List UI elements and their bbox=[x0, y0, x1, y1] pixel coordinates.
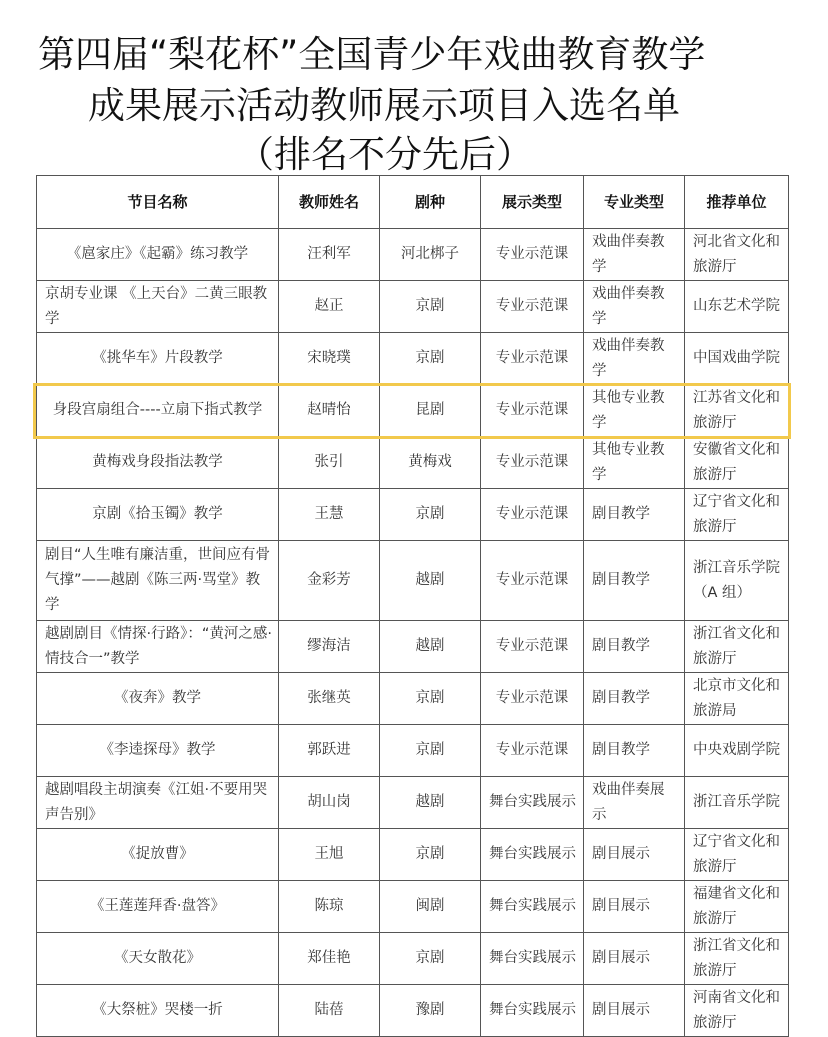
header-show-type: 展示类型 bbox=[481, 176, 584, 229]
cell-program: 黄梅戏身段指法教学 bbox=[37, 437, 279, 489]
cell-major-type: 剧目教学 bbox=[584, 725, 685, 777]
header-opera-type: 剧种 bbox=[380, 176, 481, 229]
cell-program: 京剧《拾玉镯》教学 bbox=[37, 489, 279, 541]
cell-show-type: 专业示范课 bbox=[481, 621, 584, 673]
cell-teacher: 赵晴怡 bbox=[279, 385, 380, 437]
cell-teacher: 金彩芳 bbox=[279, 541, 380, 621]
cell-program: 京胡专业课 《上天台》二黄三眼教学 bbox=[37, 281, 279, 333]
selection-table bbox=[36, 175, 789, 1037]
cell-program: 《王莲莲拜香·盘答》 bbox=[37, 881, 279, 933]
header-program: 节目名称 bbox=[37, 176, 279, 229]
cell-program: 越剧唱段主胡演奏《江姐·不要用哭声告别》 bbox=[37, 777, 279, 829]
cell-opera-type: 越剧 bbox=[380, 777, 481, 829]
cell-show-type: 专业示范课 bbox=[481, 725, 584, 777]
table-header-row bbox=[37, 176, 789, 229]
cell-unit: 安徽省文化和旅游厅 bbox=[685, 437, 789, 489]
table-row bbox=[37, 541, 789, 621]
cell-major-type: 其他专业教学 bbox=[584, 437, 685, 489]
cell-opera-type: 京剧 bbox=[380, 673, 481, 725]
cell-unit: 北京市文化和旅游局 bbox=[685, 673, 789, 725]
table-row-highlighted bbox=[37, 385, 789, 437]
table-row bbox=[37, 985, 789, 1037]
cell-show-type: 专业示范课 bbox=[481, 673, 584, 725]
cell-major-type: 其他专业教学 bbox=[584, 385, 685, 437]
cell-teacher: 张继英 bbox=[279, 673, 380, 725]
cell-major-type: 剧目教学 bbox=[584, 621, 685, 673]
table-row bbox=[37, 333, 789, 385]
table-row bbox=[37, 777, 789, 829]
cell-teacher: 陆蓓 bbox=[279, 985, 380, 1037]
table-row bbox=[37, 881, 789, 933]
title-line-3: （排名不分先后） bbox=[237, 133, 533, 176]
cell-show-type: 舞台实践展示 bbox=[481, 777, 584, 829]
cell-show-type: 舞台实践展示 bbox=[481, 933, 584, 985]
cell-unit: 辽宁省文化和旅游厅 bbox=[685, 829, 789, 881]
cell-opera-type: 闽剧 bbox=[380, 881, 481, 933]
cell-program: 《天女散花》 bbox=[37, 933, 279, 985]
cell-unit: 浙江省文化和旅游厅 bbox=[685, 621, 789, 673]
cell-teacher: 赵正 bbox=[279, 281, 380, 333]
cell-program: 剧目“人生唯有廉洁重，世间应有骨气撑”——越剧《陈三两·骂堂》教学 bbox=[37, 541, 279, 621]
cell-show-type: 专业示范课 bbox=[481, 333, 584, 385]
title-line-2: 成果展示活动教师展示项目入选名单 bbox=[88, 84, 680, 127]
cell-major-type: 剧目教学 bbox=[584, 673, 685, 725]
table-row bbox=[37, 437, 789, 489]
cell-opera-type: 黄梅戏 bbox=[380, 437, 481, 489]
cell-major-type: 戏曲伴奏教学 bbox=[584, 229, 685, 281]
cell-program: 《扈家庄》《起霸》练习教学 bbox=[37, 229, 279, 281]
cell-teacher: 缪海洁 bbox=[279, 621, 380, 673]
cell-unit: 中国戏曲学院 bbox=[685, 333, 789, 385]
cell-program: 《大祭桩》哭楼一折 bbox=[37, 985, 279, 1037]
table-row bbox=[37, 933, 789, 985]
cell-unit: 浙江音乐学院 bbox=[685, 777, 789, 829]
cell-unit: 河南省文化和旅游厅 bbox=[685, 985, 789, 1037]
cell-unit: 浙江省文化和旅游厅 bbox=[685, 933, 789, 985]
cell-opera-type: 越剧 bbox=[380, 621, 481, 673]
cell-teacher: 郭跃进 bbox=[279, 725, 380, 777]
cell-teacher: 胡山岗 bbox=[279, 777, 380, 829]
cell-show-type: 专业示范课 bbox=[481, 229, 584, 281]
cell-major-type: 戏曲伴奏展示 bbox=[584, 777, 685, 829]
cell-program: 《夜奔》教学 bbox=[37, 673, 279, 725]
cell-major-type: 剧目教学 bbox=[584, 541, 685, 621]
table-row bbox=[37, 621, 789, 673]
header-teacher: 教师姓名 bbox=[279, 176, 380, 229]
table-row bbox=[37, 725, 789, 777]
cell-opera-type: 河北梆子 bbox=[380, 229, 481, 281]
cell-teacher: 郑佳艳 bbox=[279, 933, 380, 985]
cell-opera-type: 京剧 bbox=[380, 933, 481, 985]
cell-major-type: 戏曲伴奏教学 bbox=[584, 333, 685, 385]
cell-opera-type: 昆剧 bbox=[380, 385, 481, 437]
cell-show-type: 专业示范课 bbox=[481, 385, 584, 437]
cell-unit: 中央戏剧学院 bbox=[685, 725, 789, 777]
cell-opera-type: 京剧 bbox=[380, 333, 481, 385]
table-row bbox=[37, 229, 789, 281]
cell-program: 《李逵探母》教学 bbox=[37, 725, 279, 777]
header-unit: 推荐单位 bbox=[685, 176, 789, 229]
cell-program: 《挑华车》片段教学 bbox=[37, 333, 279, 385]
cell-teacher: 王旭 bbox=[279, 829, 380, 881]
cell-unit: 福建省文化和旅游厅 bbox=[685, 881, 789, 933]
cell-show-type: 舞台实践展示 bbox=[481, 881, 584, 933]
cell-major-type: 剧目展示 bbox=[584, 881, 685, 933]
cell-teacher: 汪利军 bbox=[279, 229, 380, 281]
cell-opera-type: 京剧 bbox=[380, 489, 481, 541]
cell-major-type: 剧目展示 bbox=[584, 933, 685, 985]
cell-unit: 江苏省文化和旅游厅 bbox=[685, 385, 789, 437]
cell-show-type: 专业示范课 bbox=[481, 489, 584, 541]
cell-unit: 浙江音乐学院（A 组） bbox=[685, 541, 789, 621]
title-line-1: 第四届“梨花杯”全国青少年戏曲教育教学 bbox=[38, 33, 706, 76]
cell-major-type: 剧目展示 bbox=[584, 829, 685, 881]
cell-major-type: 剧目教学 bbox=[584, 489, 685, 541]
table-row bbox=[37, 829, 789, 881]
cell-opera-type: 京剧 bbox=[380, 829, 481, 881]
cell-teacher: 陈琼 bbox=[279, 881, 380, 933]
cell-show-type: 专业示范课 bbox=[481, 541, 584, 621]
cell-program: 《捉放曹》 bbox=[37, 829, 279, 881]
cell-show-type: 舞台实践展示 bbox=[481, 985, 584, 1037]
cell-teacher: 张引 bbox=[279, 437, 380, 489]
cell-opera-type: 豫剧 bbox=[380, 985, 481, 1037]
cell-opera-type: 越剧 bbox=[380, 541, 481, 621]
header-major-type: 专业类型 bbox=[584, 176, 685, 229]
table-row bbox=[37, 673, 789, 725]
cell-program: 身段宫扇组合----立扇下指式教学 bbox=[37, 385, 279, 437]
cell-teacher: 王慧 bbox=[279, 489, 380, 541]
cell-show-type: 舞台实践展示 bbox=[481, 829, 584, 881]
cell-major-type: 戏曲伴奏教学 bbox=[584, 281, 685, 333]
cell-unit: 河北省文化和旅游厅 bbox=[685, 229, 789, 281]
cell-unit: 山东艺术学院 bbox=[685, 281, 789, 333]
cell-opera-type: 京剧 bbox=[380, 725, 481, 777]
cell-major-type: 剧目展示 bbox=[584, 985, 685, 1037]
cell-show-type: 专业示范课 bbox=[481, 281, 584, 333]
cell-opera-type: 京剧 bbox=[380, 281, 481, 333]
table-row bbox=[37, 281, 789, 333]
cell-program: 越剧剧目《情探·行路》：“黄河之感·情技合一”教学 bbox=[37, 621, 279, 673]
table-row bbox=[37, 489, 789, 541]
cell-unit: 辽宁省文化和旅游厅 bbox=[685, 489, 789, 541]
cell-teacher: 宋晓璞 bbox=[279, 333, 380, 385]
cell-show-type: 专业示范课 bbox=[481, 437, 584, 489]
